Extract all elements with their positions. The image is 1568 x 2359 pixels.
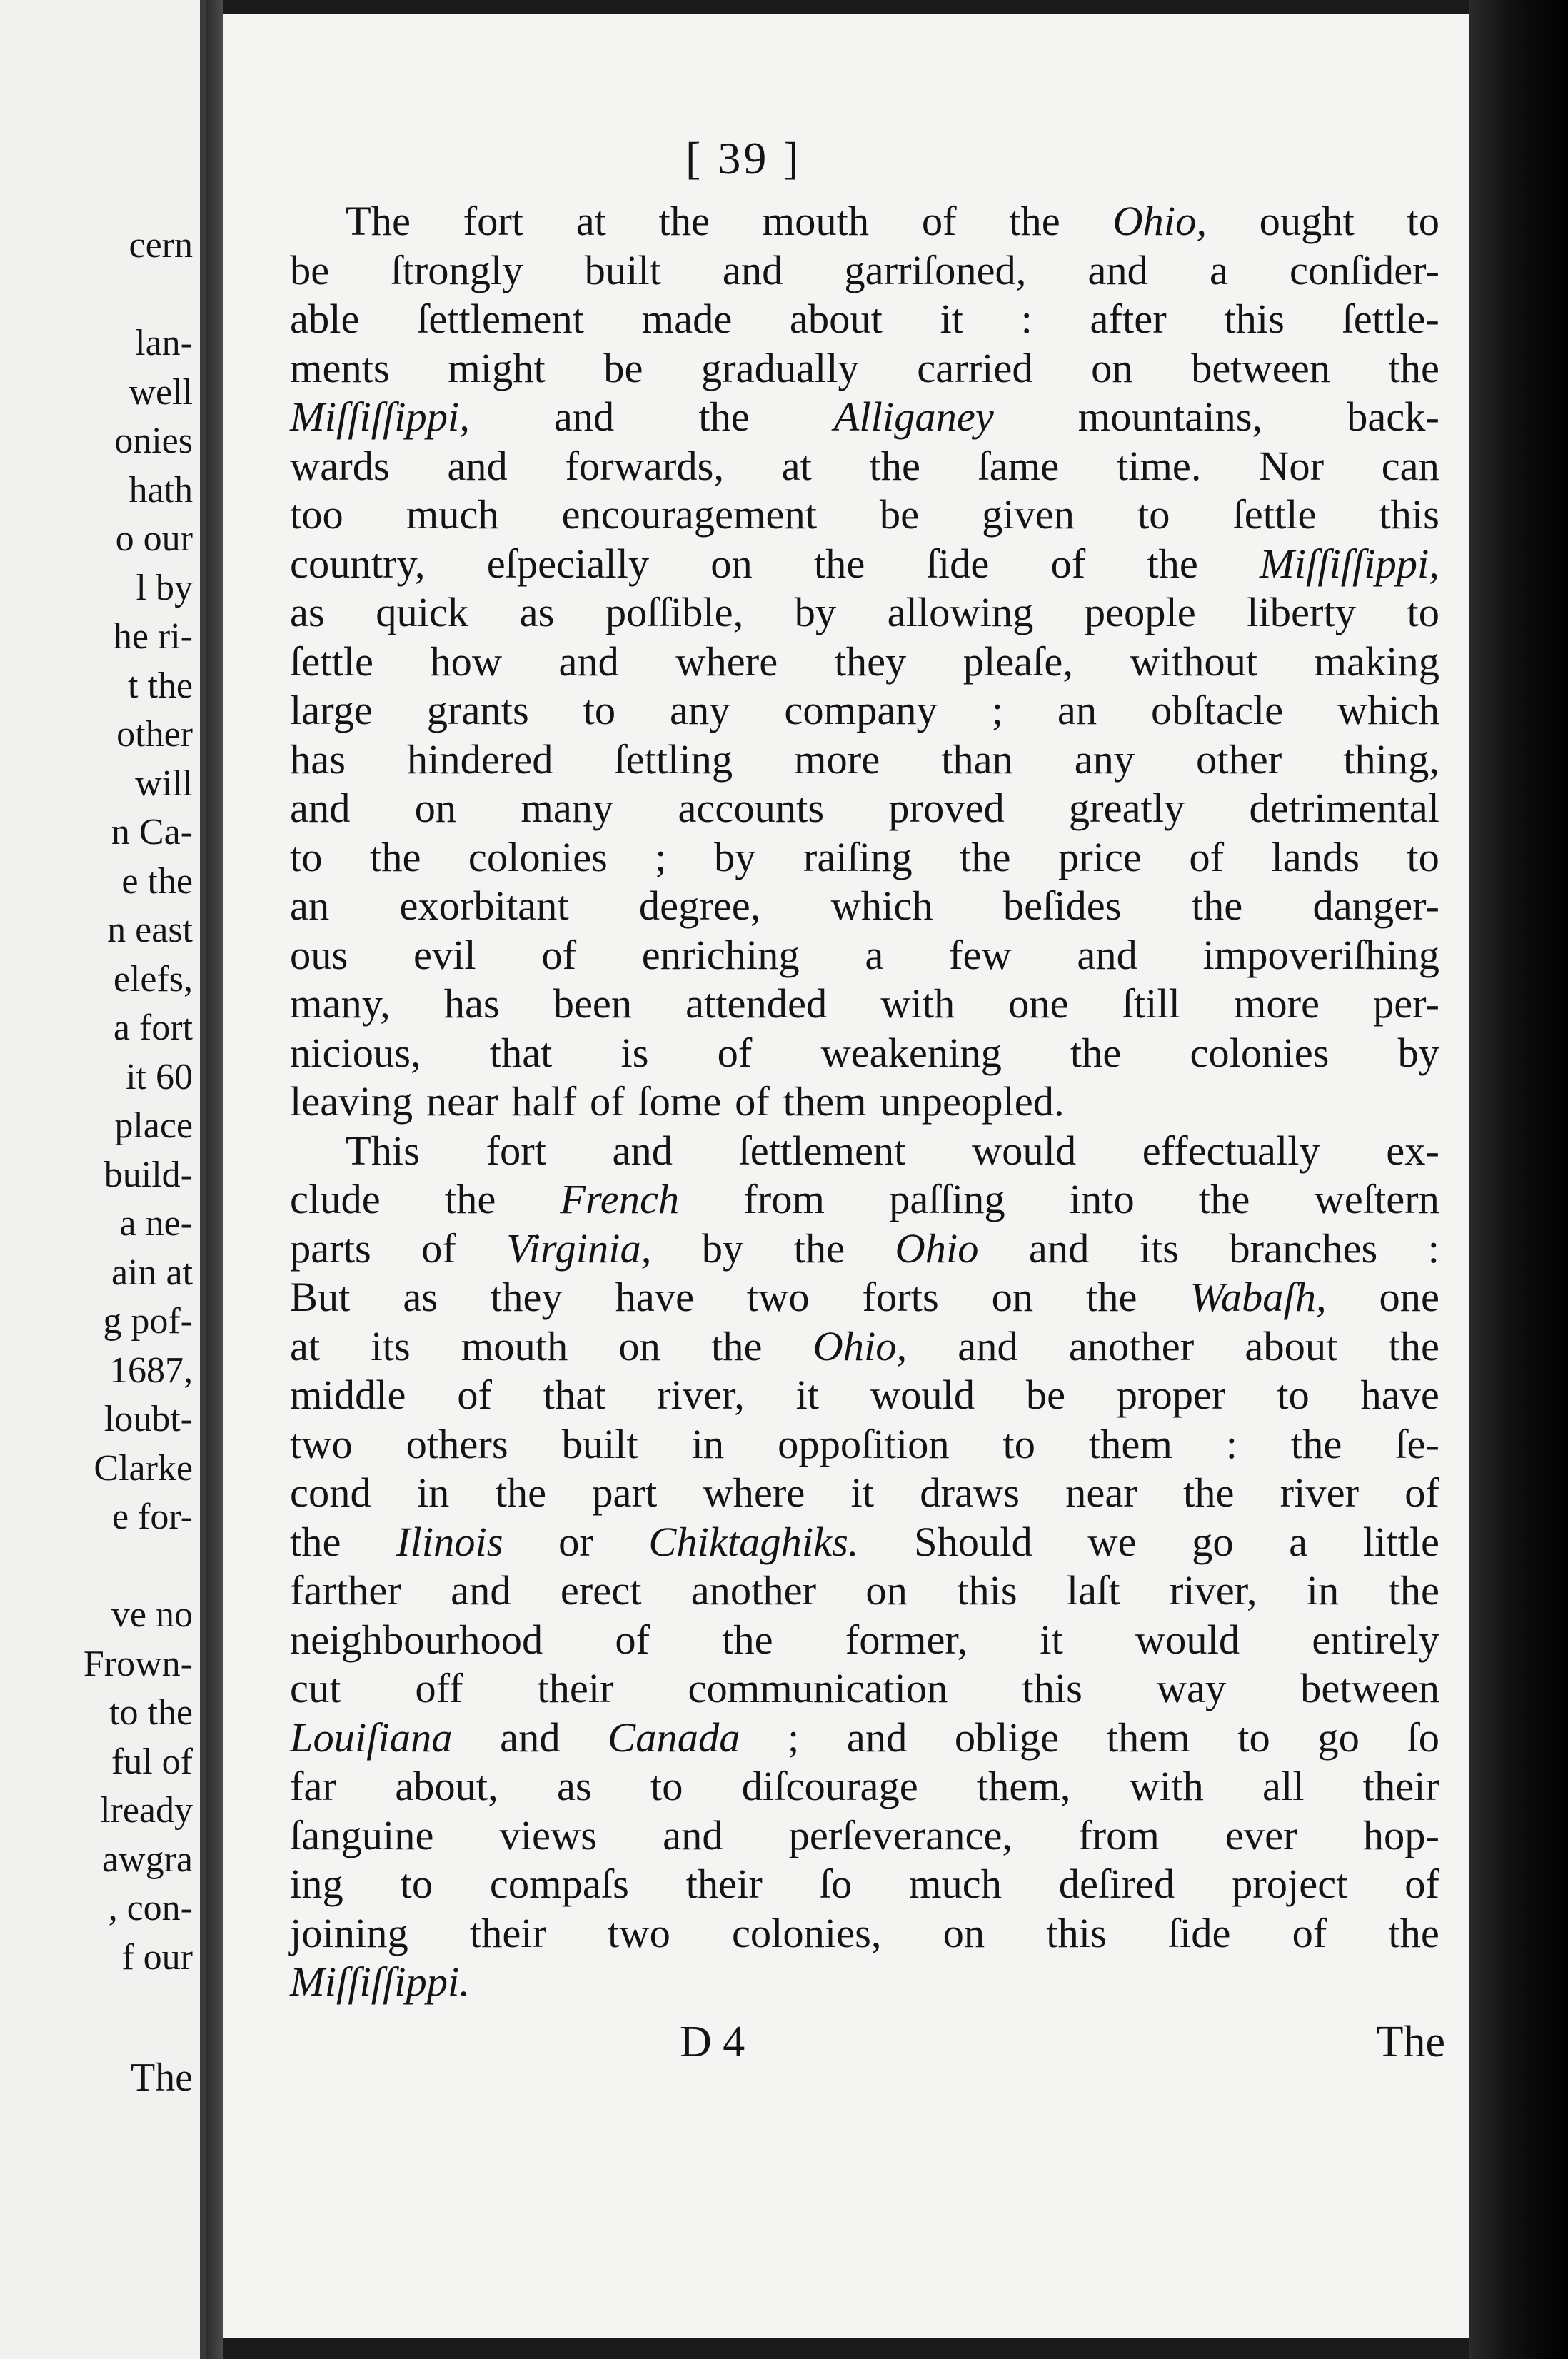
previous-page-line: f our	[121, 1936, 193, 1978]
text-line: ing to compaſs their ſo much deſired project of	[290, 1861, 1439, 1907]
text-line: country, eſpecially on the ſide of the Miſſiſſippi,	[290, 540, 1439, 587]
text-line: as quick as poſſible, by allowing people liberty to	[290, 589, 1439, 635]
previous-page-line: e for-	[112, 1497, 193, 1537]
previous-page-line: ain at	[111, 1252, 193, 1293]
previous-page-line: hath	[129, 469, 193, 510]
text-line: Miſſiſſippi, and the Alliganey mountains, back-	[290, 393, 1439, 440]
text-line: ſanguine views and perſeverance, from ever hop-	[290, 1811, 1439, 1858]
previous-page-line: t the	[128, 665, 193, 706]
catchword: The	[1376, 2018, 1445, 2066]
text-line: neighbourhood of the former, it would entirely	[290, 1616, 1439, 1663]
book-page	[223, 14, 1469, 2338]
previous-page-line	[0, 1542, 193, 1591]
previous-page-line: a ne-	[119, 1203, 193, 1244]
previous-page-line: 1687,	[109, 1349, 193, 1391]
text-line: cond in the part where it draws near the river of	[290, 1469, 1439, 1516]
signature-mark: D 4	[680, 2018, 745, 2066]
text-line: at its mouth on the Ohio, and another about the	[290, 1322, 1439, 1369]
previous-page-line: a fort	[113, 1007, 193, 1048]
text-line: clude the French from paſſing into the weſtern	[290, 1176, 1439, 1222]
previous-page-line: build-	[104, 1154, 193, 1195]
text-line: This fort and ſettlement would effectually ex-	[346, 1127, 1439, 1174]
text-line: two others built in oppoſition to them : the ſe-	[290, 1420, 1439, 1467]
text-line: leaving near half of ſome of them unpeopled.	[290, 1078, 1065, 1125]
previous-page-line: lready	[100, 1790, 193, 1831]
previous-page-line: other	[116, 714, 193, 755]
previous-page-line: onies	[114, 421, 193, 461]
previous-page-line: loubt-	[104, 1399, 193, 1439]
text-line: wards and forwards, at the ſame time. Nor can	[290, 442, 1439, 489]
text-line: to the colonies ; by raiſing the price of lands to	[290, 833, 1439, 880]
text-line: parts of Virginia, by the Ohio and its branches :	[290, 1224, 1439, 1272]
previous-page-text	[0, 221, 193, 1982]
text-line: middle of that river, it would be proper to have	[290, 1372, 1439, 1418]
text-line: ments might be gradually carried on between the	[290, 344, 1439, 391]
text-line: the Ilinois or Chiktaghiks. Should we go a little	[290, 1518, 1439, 1565]
previous-page-line: awgra	[101, 1839, 193, 1880]
text-line: Miſſiſſippi.	[290, 1958, 470, 2005]
text-line: Louiſiana and Canada ; and oblige them to go ſo	[290, 1714, 1439, 1761]
previous-page-line: it 60	[126, 1056, 193, 1097]
previous-page-line: g pof-	[103, 1301, 193, 1342]
book-gutter	[206, 0, 223, 2359]
previous-page-line: lan-	[135, 323, 193, 363]
text-line: be ſtrongly built and garriſoned, and a conſider-	[290, 246, 1439, 293]
page-body	[290, 197, 1439, 2007]
text-line: farther and erect another on this laſt river, in the	[290, 1567, 1439, 1614]
text-line: nicious, that is of weakening the colonies by	[290, 1029, 1439, 1076]
previous-page-line: , con-	[108, 1888, 193, 1928]
text-line: and on many accounts proved greatly detrimental	[290, 785, 1439, 831]
previous-page-line: n east	[107, 910, 193, 950]
previous-page-line: will	[135, 763, 193, 804]
text-line: joining their two colonies, on this ſide of the	[290, 1909, 1439, 1956]
previous-page-catchword: The	[130, 2056, 193, 2100]
text-line: able ſettlement made about it : after this ſettle-	[290, 296, 1439, 342]
previous-page-line: n Ca-	[111, 812, 193, 852]
text-line: ous evil of enriching a few and impoveriſhing	[290, 931, 1439, 978]
previous-page-line: place	[114, 1105, 193, 1146]
text-line: far about, as to diſcourage them, with all their	[290, 1763, 1439, 1809]
page-number: [ 39 ]	[685, 133, 802, 183]
text-line: has hindered ſettling more than any other thing,	[290, 735, 1439, 783]
previous-page-line: o our	[115, 518, 193, 559]
page-edge-shadow	[1469, 0, 1568, 2359]
previous-page-line: Clarke	[94, 1447, 193, 1489]
text-line: too much encouragement be given to ſettle this	[290, 491, 1439, 538]
previous-page-line: to the	[109, 1692, 193, 1733]
text-line: ſettle how and where they pleaſe, without making	[290, 638, 1439, 685]
previous-page-line: he ri-	[113, 616, 193, 657]
previous-page-line: ve no	[111, 1594, 193, 1635]
text-line: many, has been attended with one ſtill more per-	[290, 980, 1439, 1027]
text-line: But as they have two forts on the Wabaſh, one	[290, 1274, 1439, 1320]
previous-page-line: elefs,	[113, 958, 193, 1000]
text-line: large grants to any company ; an obſtacle which	[290, 687, 1439, 733]
page-footer	[223, 2017, 1451, 2074]
previous-page-line: e the	[121, 860, 193, 902]
previous-page-line: l by	[136, 567, 193, 608]
previous-page-line: ful of	[111, 1741, 193, 1782]
previous-page-line: cern	[129, 225, 193, 266]
previous-page-line: Frown-	[83, 1643, 193, 1684]
previous-page	[0, 0, 206, 2359]
previous-page-line: well	[129, 371, 193, 413]
text-line: The fort at the mouth of the Ohio, ought to	[346, 198, 1439, 244]
text-line: an exorbitant degree, which beſides the danger-	[290, 882, 1439, 929]
text-line: cut off their communication this way between	[290, 1665, 1439, 1711]
previous-page-line	[0, 271, 193, 320]
